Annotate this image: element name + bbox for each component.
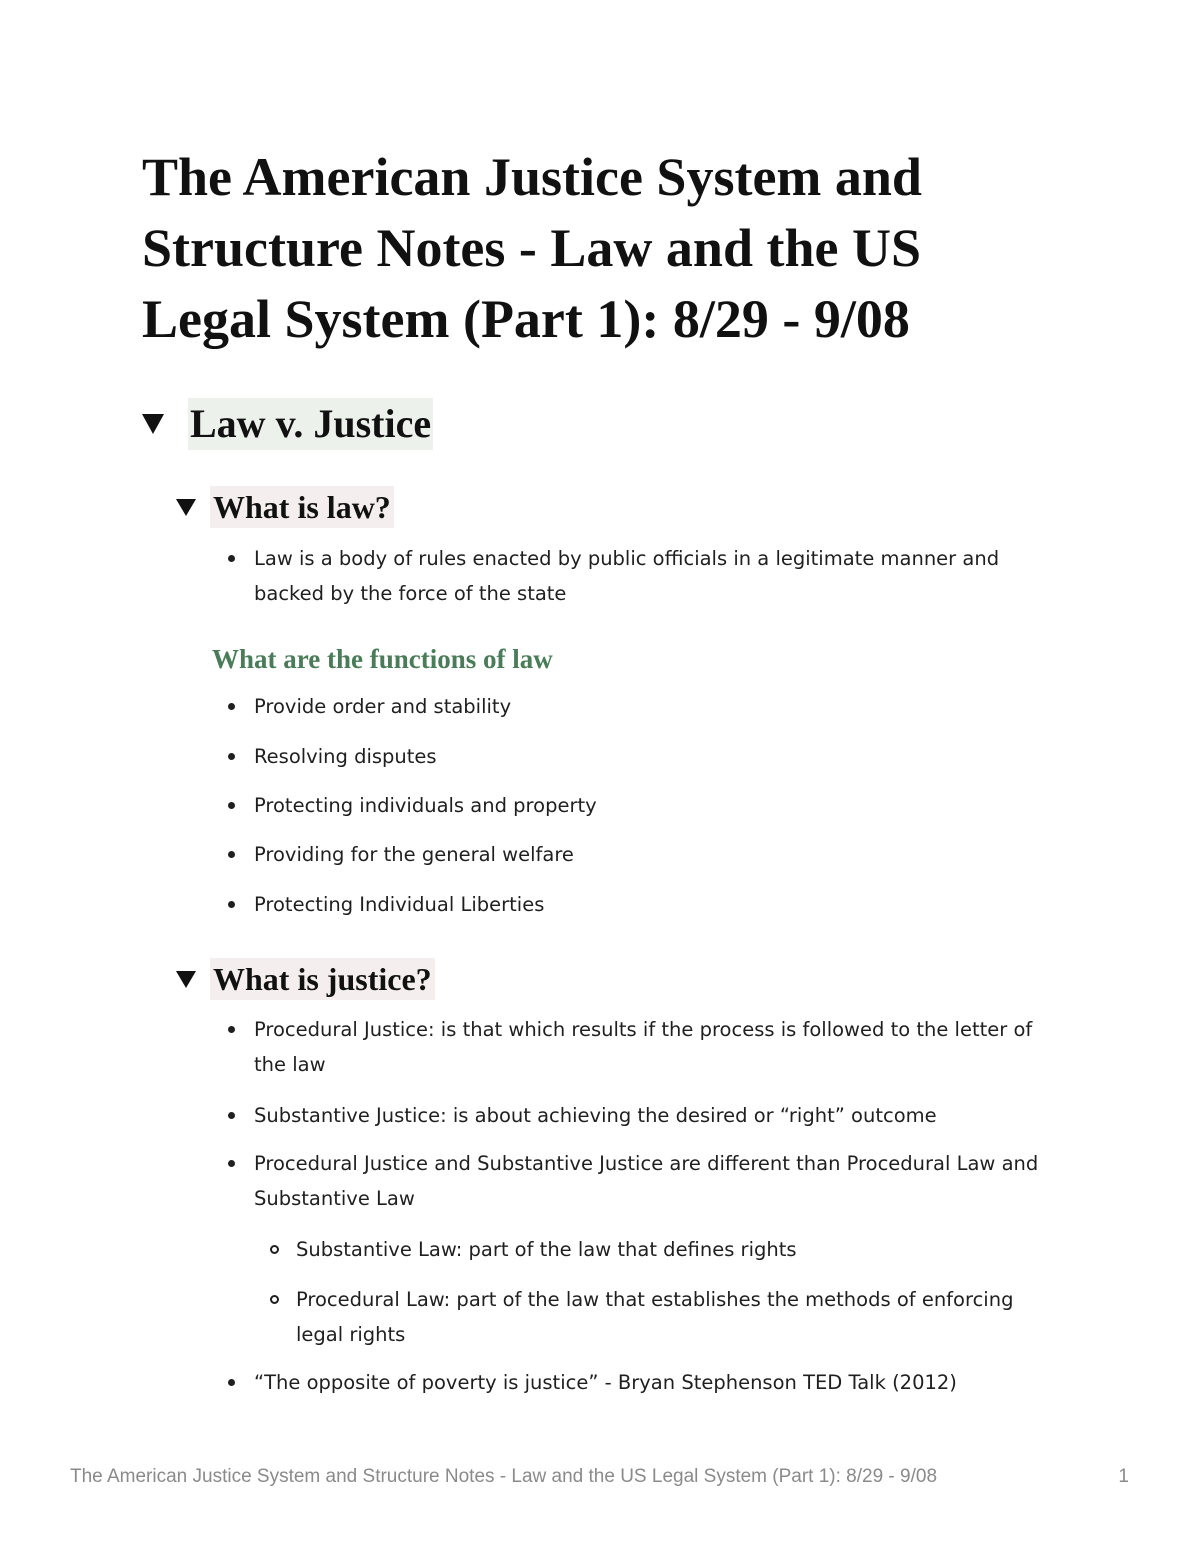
sub-list-item: Substantive Law: part of the law that defines rights	[296, 1232, 1056, 1267]
list-item: Procedural Justice: is that which results if the process is followed to the letter of the law	[254, 1012, 1054, 1082]
toggle-what-is-justice[interactable]	[176, 958, 435, 1000]
list-item: Law is a body of rules enacted by public officials in a legitimate manner and backed by the force of the state	[254, 541, 1054, 611]
list-item: Resolving disputes	[254, 739, 1054, 774]
list-item: Protecting individuals and property	[254, 788, 1054, 823]
sub-list-item: Procedural Law: part of the law that establishes the methods of enforcing legal rights	[296, 1282, 1056, 1352]
toggle-triangle-icon[interactable]	[142, 414, 164, 434]
subsection-heading-what-is-justice: What is justice?	[210, 958, 435, 1000]
subsection-heading-what-is-law: What is law?	[210, 486, 394, 528]
toggle-triangle-icon[interactable]	[176, 499, 196, 516]
toggle-triangle-icon[interactable]	[176, 971, 196, 988]
functions-of-law-heading: What are the functions of law	[212, 644, 553, 674]
list-item: Procedural Justice and Substantive Justice are different than Procedural Law and Substantive Law	[254, 1146, 1054, 1216]
page-title: The American Justice System and Structure Notes - Law and the US Legal System (Part 1): 8/29 - 9/08	[142, 147, 922, 349]
section-heading-law-v-justice: Law v. Justice	[188, 398, 433, 450]
page-number: 1	[1118, 1466, 1129, 1487]
toggle-what-is-law[interactable]	[176, 486, 394, 528]
toggle-law-v-justice[interactable]	[142, 398, 433, 450]
list-item-quote: “The opposite of poverty is justice” - Bryan Stephenson TED Talk (2012)	[254, 1365, 1054, 1400]
list-item: Protecting Individual Liberties	[254, 887, 1054, 922]
page-footer: The American Justice System and Structure Notes - Law and the US Legal System (Part 1): 8/29 - 9/08	[70, 1466, 938, 1487]
list-item: Providing for the general welfare	[254, 837, 1054, 872]
list-item: Substantive Justice: is about achieving the desired or “right” outcome	[254, 1098, 1054, 1133]
list-item: Provide order and stability	[254, 689, 1054, 724]
